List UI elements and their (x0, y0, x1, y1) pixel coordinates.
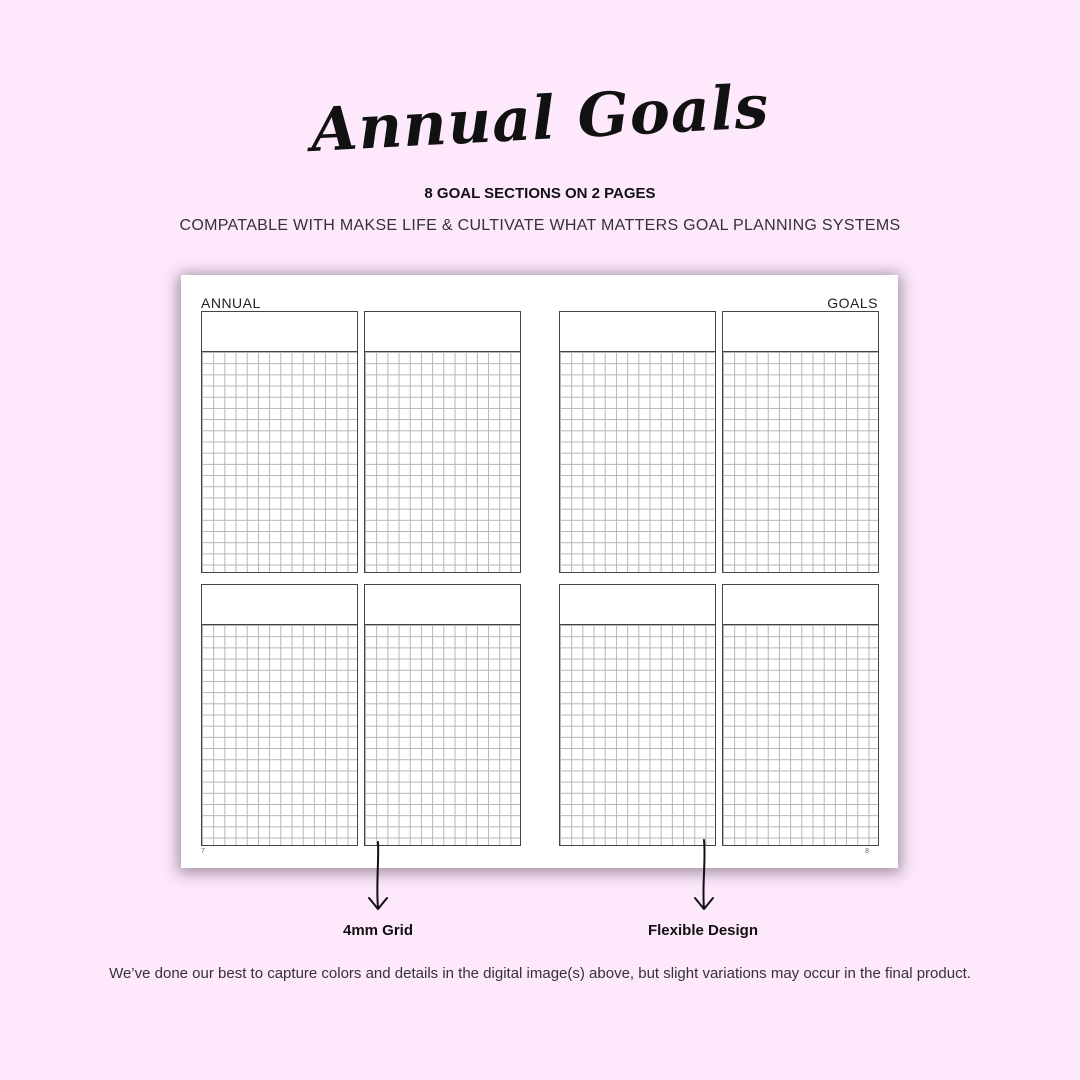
goal-section-grid (560, 352, 715, 572)
goal-section-grid (202, 352, 357, 572)
left-page-label: ANNUAL (201, 295, 261, 311)
tagline: COMPATABLE WITH MAKSE LIFE & CULTIVATE WHAT MATTERS GOAL PLANNING SYSTEMS (179, 217, 901, 234)
goal-section-header (560, 585, 715, 625)
goal-section-header (723, 585, 878, 625)
goal-section (559, 311, 716, 573)
goal-section-header (723, 312, 878, 352)
design-caption: Flexible Design (647, 922, 759, 939)
goal-section-header (365, 585, 520, 625)
page-title: Annual Goals (309, 72, 771, 166)
goal-section-grid (723, 625, 878, 845)
goal-section-grid (365, 625, 520, 845)
goal-section-header (560, 312, 715, 352)
arrow-down-icon (366, 840, 390, 914)
goal-section-grid (560, 625, 715, 845)
goal-section-header (202, 312, 357, 352)
goal-section (559, 584, 716, 846)
goal-section (364, 584, 521, 846)
goal-section (201, 584, 358, 846)
goal-section (201, 311, 358, 573)
goal-section (722, 311, 879, 573)
goal-section (722, 584, 879, 846)
planner-spread (181, 275, 898, 868)
grid-caption: 4mm Grid (342, 922, 414, 939)
goal-section-grid (723, 352, 878, 572)
goal-section (364, 311, 521, 573)
left-page-number: 7 (201, 848, 205, 855)
disclaimer: We’ve done our best to capture colors and details in the digital image(s) above, but slight variations may occur in the final product. (109, 965, 971, 982)
goal-section-header (365, 312, 520, 352)
right-page-number: 8 (865, 848, 869, 855)
subtitle: 8 GOAL SECTIONS ON 2 PAGES (424, 185, 656, 202)
goal-section-grid (202, 625, 357, 845)
right-page-label: GOALS (827, 295, 878, 311)
arrow-down-icon (692, 838, 716, 914)
goal-section-header (202, 585, 357, 625)
goal-section-grid (365, 352, 520, 572)
